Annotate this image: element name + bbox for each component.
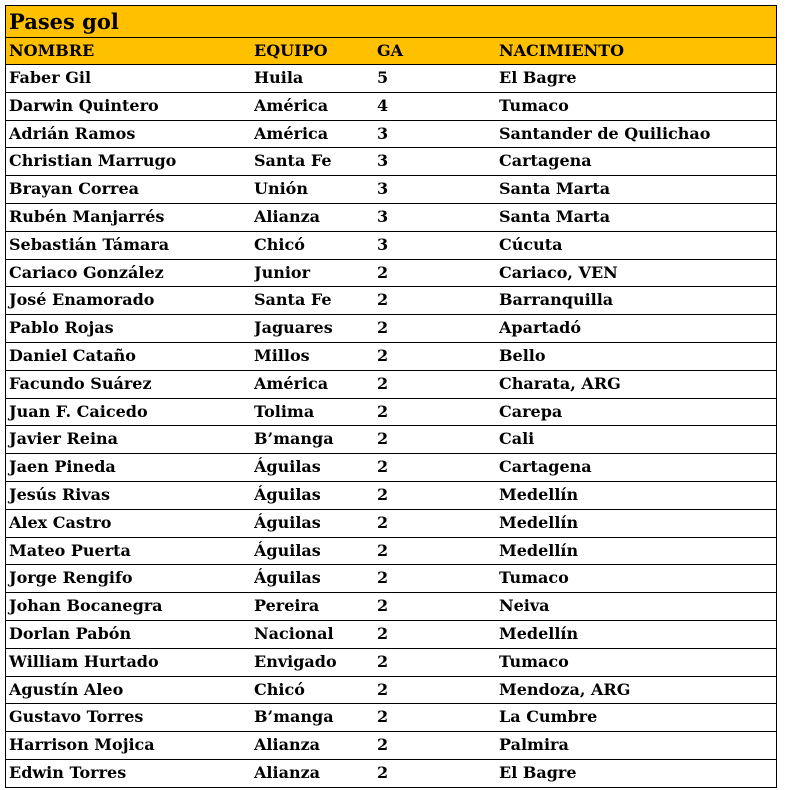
cell-equipo: Millos	[254, 345, 310, 365]
table-row	[6, 760, 776, 788]
cell-equipo: Huila	[254, 68, 304, 87]
cell-nombre: Johan Bocanegra	[9, 596, 163, 616]
cell-equipo: Nacional	[254, 623, 334, 643]
column-header-ga: GA	[377, 41, 404, 60]
cell-nombre: Edwin Torres	[9, 762, 127, 782]
cell-nacimiento: Cariaco, VEN	[499, 262, 618, 282]
column-header-nacimiento: NACIMIENTO	[499, 41, 625, 60]
cell-nacimiento: Cali	[499, 429, 535, 449]
table-row	[6, 704, 776, 732]
cell-nacimiento: Neiva	[499, 596, 550, 616]
cell-nacimiento: Cartagena	[499, 151, 592, 171]
table-row	[6, 287, 776, 315]
cell-ga: 2	[377, 568, 389, 588]
cell-equipo: América	[254, 95, 329, 115]
cell-nacimiento: Medellín	[499, 484, 579, 504]
cell-nombre: Rubén Manjarrés	[9, 206, 165, 226]
cell-nacimiento: Charata, ARG	[499, 373, 621, 393]
cell-nombre: Mateo Puerta	[9, 540, 131, 560]
cell-ga: 2	[377, 318, 389, 338]
cell-ga: 3	[377, 179, 389, 199]
cell-nacimiento: Tumaco	[499, 651, 569, 671]
cell-equipo: Alianza	[254, 206, 321, 226]
cell-nacimiento: Mendoza, ARG	[499, 679, 631, 699]
cell-equipo: Águilas	[254, 568, 321, 588]
table-body	[6, 65, 776, 788]
cell-ga: 2	[377, 735, 389, 755]
table-row	[6, 621, 776, 649]
assists-table	[5, 5, 777, 788]
cell-nombre: Facundo Suárez	[9, 373, 152, 393]
cell-ga: 2	[377, 484, 389, 504]
cell-ga: 2	[377, 679, 389, 699]
cell-equipo: Tolima	[254, 401, 315, 421]
cell-equipo: América	[254, 373, 329, 393]
cell-nombre: Dorlan Pabón	[9, 623, 132, 643]
cell-nombre: Brayan Correa	[9, 179, 139, 199]
cell-nacimiento: Tumaco	[499, 95, 569, 115]
cell-equipo: Águilas	[254, 512, 321, 532]
cell-equipo: Chicó	[254, 679, 305, 699]
cell-equipo: Jaguares	[254, 318, 333, 338]
cell-ga: 2	[377, 540, 389, 560]
cell-ga: 2	[377, 401, 389, 421]
cell-equipo: Alianza	[254, 735, 321, 755]
cell-ga: 2	[377, 457, 389, 477]
cell-nombre: Gustavo Torres	[9, 707, 144, 727]
cell-nacimiento: Tumaco	[499, 568, 569, 588]
cell-nombre: Jorge Rengifo	[9, 568, 133, 588]
table-row	[6, 426, 776, 454]
cell-nacimiento: Cúcuta	[499, 234, 563, 254]
cell-ga: 2	[377, 762, 389, 782]
cell-nombre: Adrián Ramos	[9, 123, 136, 143]
cell-equipo: Chicó	[254, 234, 305, 254]
table-row	[6, 232, 776, 260]
cell-nombre: José Enamorado	[9, 290, 155, 310]
cell-nombre: Pablo Rojas	[9, 318, 114, 338]
cell-ga: 3	[377, 206, 389, 226]
cell-ga: 2	[377, 429, 389, 449]
cell-equipo: Envigado	[254, 651, 337, 671]
cell-ga: 2	[377, 512, 389, 532]
table-row	[6, 204, 776, 232]
cell-ga: 2	[377, 707, 389, 727]
cell-nacimiento: Bello	[499, 345, 546, 365]
cell-nacimiento: Cartagena	[499, 457, 592, 477]
cell-nombre: Christian Marrugo	[9, 151, 177, 171]
cell-ga: 3	[377, 151, 389, 171]
cell-equipo: Alianza	[254, 762, 321, 782]
cell-ga: 4	[377, 95, 389, 115]
cell-ga: 2	[377, 373, 389, 393]
table-title: Pases gol	[6, 6, 776, 38]
table-row	[6, 148, 776, 176]
table-row	[6, 677, 776, 705]
cell-nacimiento: Barranquilla	[499, 290, 614, 310]
cell-nombre: Javier Reina	[9, 429, 119, 449]
cell-nacimiento: Carepa	[499, 401, 563, 421]
cell-equipo: Águilas	[254, 540, 321, 560]
cell-nacimiento: La Cumbre	[499, 707, 598, 727]
table-header-row	[6, 38, 776, 65]
cell-nacimiento: Santa Marta	[499, 179, 611, 199]
table-row	[6, 93, 776, 121]
table-row	[6, 315, 776, 343]
cell-nacimiento: Santander de Quilichao	[499, 123, 711, 143]
table-row	[6, 649, 776, 677]
table-row	[6, 482, 776, 510]
cell-nombre: Jesús Rivas	[9, 484, 111, 504]
cell-nombre: Darwin Quintero	[9, 95, 159, 115]
cell-ga: 5	[377, 68, 389, 87]
cell-nacimiento: Santa Marta	[499, 206, 611, 226]
cell-equipo: Águilas	[254, 484, 321, 504]
cell-ga: 3	[377, 123, 389, 143]
cell-equipo: B’manga	[254, 429, 334, 449]
cell-nacimiento: Apartadó	[499, 318, 582, 338]
cell-nacimiento: Medellín	[499, 623, 579, 643]
cell-equipo: Junior	[254, 262, 311, 282]
cell-equipo: Águilas	[254, 457, 321, 477]
cell-nacimiento: El Bagre	[499, 762, 577, 782]
cell-nacimiento: El Bagre	[499, 68, 577, 87]
cell-nombre: Agustín Aleo	[9, 679, 124, 699]
cell-ga: 3	[377, 234, 389, 254]
table-row	[6, 399, 776, 427]
cell-equipo: Unión	[254, 179, 308, 199]
cell-equipo: Santa Fe	[254, 290, 332, 310]
table-row	[6, 454, 776, 482]
cell-equipo: Pereira	[254, 596, 320, 616]
cell-nombre: Cariaco González	[9, 262, 164, 282]
table-row	[6, 538, 776, 566]
column-header-nombre: NOMBRE	[9, 41, 95, 60]
table-row	[6, 565, 776, 593]
cell-nombre: Harrison Mojica	[9, 735, 155, 755]
cell-nombre: William Hurtado	[9, 651, 159, 671]
cell-nombre: Faber Gil	[9, 68, 92, 87]
cell-equipo: América	[254, 123, 329, 143]
table-row	[6, 65, 776, 93]
table-row	[6, 260, 776, 288]
table-row	[6, 121, 776, 149]
cell-ga: 2	[377, 596, 389, 616]
table-row	[6, 176, 776, 204]
cell-ga: 2	[377, 345, 389, 365]
cell-nacimiento: Medellín	[499, 512, 579, 532]
cell-nombre: Alex Castro	[9, 512, 112, 532]
cell-nombre: Daniel Cataño	[9, 345, 136, 365]
cell-equipo: B’manga	[254, 707, 334, 727]
table-row	[6, 510, 776, 538]
table-row	[6, 371, 776, 399]
table-row	[6, 732, 776, 760]
column-header-equipo: EQUIPO	[254, 41, 328, 60]
cell-ga: 2	[377, 623, 389, 643]
cell-nombre: Jaen Pineda	[9, 457, 116, 477]
cell-nombre: Juan F. Caicedo	[9, 401, 148, 421]
cell-equipo: Santa Fe	[254, 151, 332, 171]
cell-ga: 2	[377, 290, 389, 310]
cell-ga: 2	[377, 262, 389, 282]
table-row	[6, 593, 776, 621]
cell-nombre: Sebastián Támara	[9, 234, 170, 254]
cell-ga: 2	[377, 651, 389, 671]
cell-nacimiento: Palmira	[499, 735, 569, 755]
cell-nacimiento: Medellín	[499, 540, 579, 560]
table-row	[6, 343, 776, 371]
